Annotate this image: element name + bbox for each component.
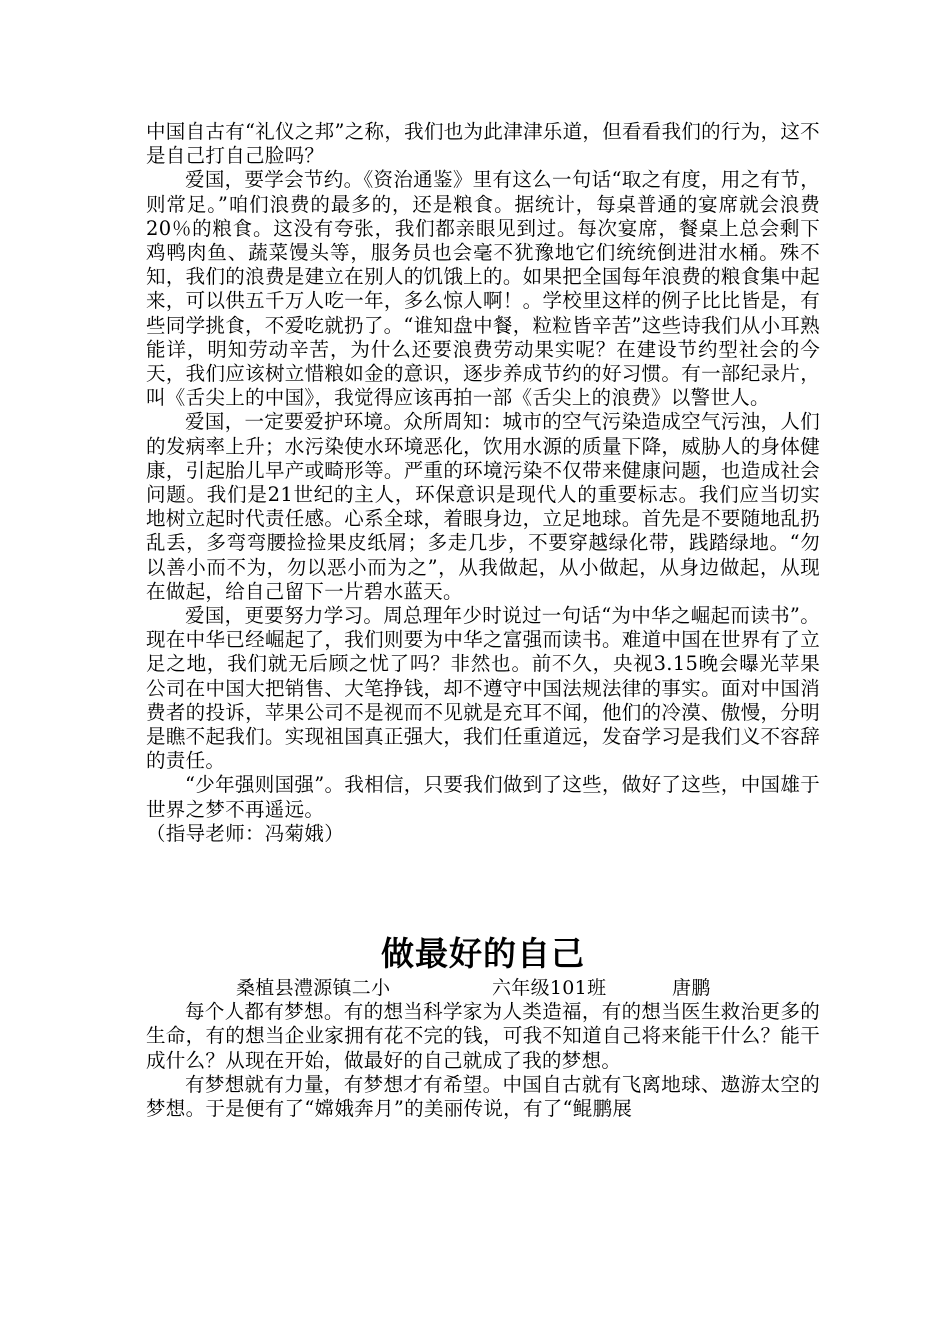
article1-paragraph-4: 爱国，更要努力学习。周总理年少时说过一句话“为中华之崛起而读书”。现在中华已经崛起了，我们则要为中华之富强而读书。难道中国在世界有了立足之地，我们就无后顾之忧了吗？非然也。前不久，央视3.15晚会曝光苹果公司在中国大把销售、大笔挣钱，却不遵守中国法规法律的事实。面对中国消费者的投诉，苹果公司不是视而不见就是充耳不闻，他们的冷漠、傲慢，分明是瞧不起我们。实现祖国真正强大，我们任重道远，发奋学习是我们义不容辞的责任。: [146, 604, 820, 773]
advisor-signature: （指导老师：冯菊娥）: [146, 821, 345, 845]
article1-paragraph-3: 爱国，一定要爱护环境。众所周知：城市的空气污染造成空气污浊，人们的发病率上升；水污染使水环境恶化，饮用水源的质量下降，威胁人的身体健康，引起胎儿早产或畸形等。严重的环境污染不仅带来健康问题，也造成社会问题。我们是21世纪的主人，环保意识是现代人的重要标志。我们应当切实地树立起时代责任感。心系全球，着眼身边，立足地球。首先是不要随地乱扔乱丢，多弯弯腰捡捡果皮纸屑；多走几步，不要穿越绿化带，践踏绿地。“勿以善小而不为，勿以恶小而为之”，从我做起，从小做起，从身边做起，从现在做起，给自己留下一片碧水蓝天。: [146, 410, 820, 603]
article1-paragraph-2: 爱国，要学会节约。《资治通鉴》里有这么一句话“取之有度，用之有节，则常足。”咱们浪费的最多的，还是粮食。据统计，每桌普通的宴席就会浪费20％的粮食。这没有夸张，我们都亲眼见到过。每次宴席，餐桌上总会剩下鸡鸭肉鱼、蔬菜馒头等，服务员也会毫不犹豫地它们统统倒进泔水桶。殊不知，我们的浪费是建立在别人的饥饿上的。如果把全国每年浪费的粮食集中起来，可以供五千万人吃一年，多么惊人啊！。学校里这样的例子比比皆是，有些同学挑食，不爱吃就扔了。“谁知盘中餐，粒粒皆辛苦”这些诗我们从小耳熟能详，明知劳动辛苦，为什么还要浪费劳动果实呢？在建设节约型社会的今天，我们应该树立惜粮如金的意识，逐步养成节约的好习惯。有一部纪录片，叫《舌尖上的中国》，我觉得应该再拍一部《舌尖上的浪费》以警世人。: [146, 168, 820, 410]
article2-paragraph-1: 每个人都有梦想。有的想当科学家为人类造福，有的想当医生救治更多的生命，有的想当企业家拥有花不完的钱，可我不知道自己将来能干什么？能干成什么？从现在开始，做最好的自己就成了我的梦想。: [146, 1000, 820, 1072]
byline-author: 唐鹏: [672, 977, 711, 1000]
article1-paragraph-5: “少年强则国强”。我相信，只要我们做到了这些，做好了这些，中国雄于世界之梦不再遥远。: [146, 773, 820, 821]
document-page: [146, 120, 820, 1121]
byline-grade: 六年级101班: [492, 977, 607, 1000]
article2-paragraph-2: 有梦想就有力量，有梦想才有希望。中国自古就有飞离地球、遨游太空的梦想。于是便有了“嫦娥奔月”的美丽传说，有了“鲲鹏展: [146, 1072, 820, 1120]
article2-title: 做最好的自己: [381, 934, 585, 974]
article2-byline: [146, 976, 820, 1000]
byline-school: 桑植县澧源镇二小: [236, 977, 391, 1000]
article1-paragraph-1: 中国自古有“礼仪之邦”之称，我们也为此津津乐道，但看看我们的行为，这不是自己打自己脸吗？: [146, 120, 820, 168]
